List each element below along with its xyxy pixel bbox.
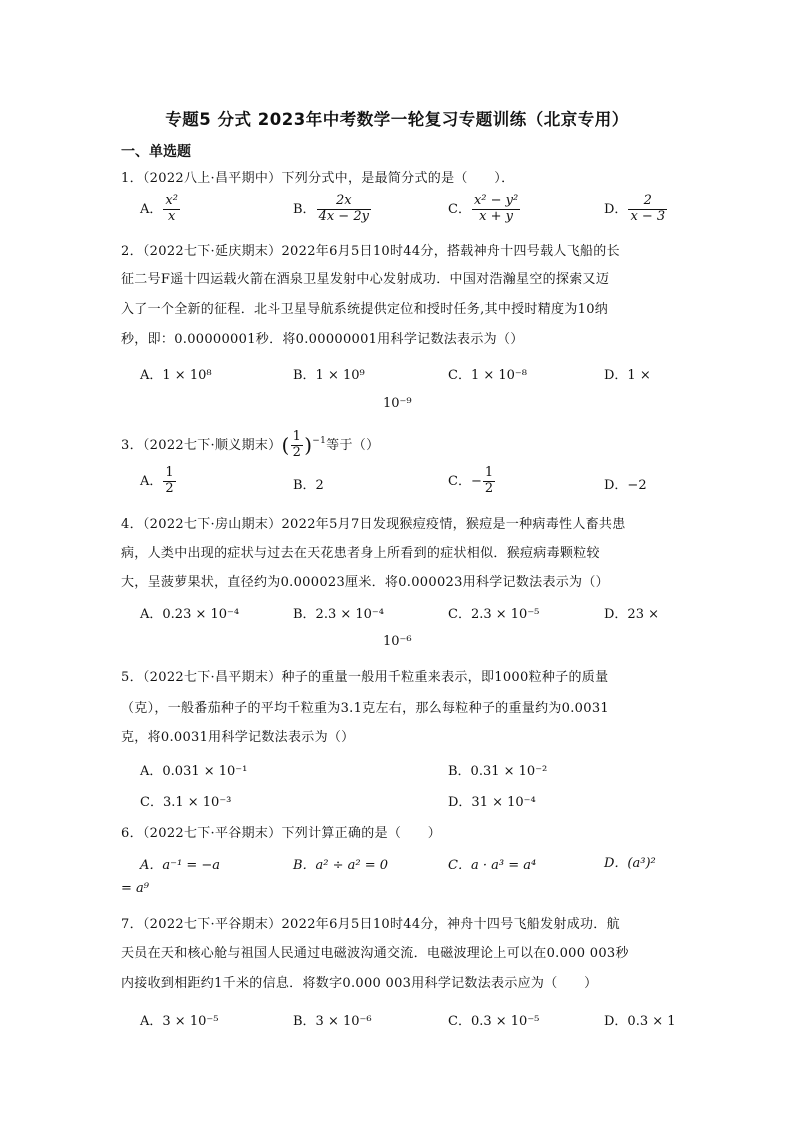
question-1-option-a: A． $\frac{\text{x²}}{x}$ — [140, 193, 178, 224]
question-7-option-b: B．3 × 10⁻⁶ — [293, 1014, 372, 1029]
question-3-option-b: B．2 — [293, 478, 324, 493]
question-2-option-b: B．1 × 10⁹ — [293, 368, 365, 383]
question-7-line-3: 内接收到相距约1千米的信息．将数字0.000 003用科学记数法表示应为（ ） — [121, 976, 598, 991]
question-7-option-a: A．3 × 10⁻⁵ — [140, 1014, 219, 1029]
question-6-stem: 6．（2022七下·平谷期末）下列计算正确的是（ ） — [121, 826, 442, 841]
question-2-line-1: 2．（2022七下·延庆期末）2022年6月5日10时44分，搭载神舟十四号载人飞船的长 — [121, 244, 620, 259]
question-7-line-2: 天员在天和核心舱与祖国人民通过电磁波沟通交流．电磁波理论上可以在0.000 003秒 — [121, 946, 629, 961]
question-3-option-a: A． $\frac{1}{2}$ — [140, 465, 174, 496]
question-5-line-3: 克，将0.0031用科学记数法表示为（） — [121, 730, 355, 745]
question-4-option-b: B．2.3 × 10⁻⁴ — [293, 607, 385, 622]
page-title: 专题5 分式 2023年中考数学一轮复习专题训练（北京专用） — [165, 110, 629, 129]
question-4-line-1: 4．（2022七下·房山期末）2022年5月7日发现猴痘疫情，猴痘是一种病毒性人畜共患 — [121, 517, 626, 532]
question-1-option-c: C． $\frac{\text{x² − y²}}{x + y}$ — [448, 193, 519, 224]
question-1-stem: 1．（2022八上·昌平期中）下列分式中，是最简分式的是（ ）． — [121, 171, 515, 186]
question-2-line-4: 秒，即：0.00000001秒．将0.00000001用科学记数法表示为（） — [121, 332, 524, 347]
question-4-option-c: C．2.3 × 10⁻⁵ — [448, 607, 540, 622]
question-2-line-2: 征二号F遥十四运载火箭在酒泉卫星发射中心发射成功．中国对浩瀚星空的探索又迈 — [121, 272, 610, 287]
question-2-option-d: D．1 × — [604, 368, 651, 383]
question-5-option-a: A．0.031 × 10⁻¹ — [140, 764, 248, 779]
question-4-line-3: 大，呈菠萝果状，直径约为0.000023厘米．将0.000023用科学记数法表示为（） — [121, 575, 609, 590]
question-2-line-3: 入了一个全新的征程．北斗卫星导航系统提供定位和授时任务,其中授时精度为10纳 — [121, 302, 609, 317]
question-1-option-d: D． $\frac{2}{x - 3}$ — [604, 193, 666, 224]
question-6-option-a: A．a⁻¹ = −a — [140, 858, 221, 873]
question-2-option-d-continued: 10⁻⁹ — [383, 396, 412, 411]
section-heading: 一、单选题 — [121, 144, 191, 160]
question-3-stem: 3．（2022七下·顺义期末）( $\frac{1}{2}$ )$^{-1}$等于（） — [121, 429, 380, 460]
question-4-option-d: D．23 × — [604, 607, 659, 622]
question-4-option-d-continued: 10⁻⁶ — [383, 634, 412, 649]
question-5-line-1: 5．（2022七下·昌平期末）种子的重量一般用千粒重来表示，即1000粒种子的质量 — [121, 670, 609, 685]
question-6-option-d: D．(a³)² — [604, 856, 656, 871]
question-6-option-d-continued: = a⁹ — [121, 881, 149, 896]
question-7-option-c: C．0.3 × 10⁻⁵ — [448, 1014, 540, 1029]
question-6-option-c: C．a · a³ = a⁴ — [448, 858, 537, 873]
question-1-option-b: B． $\frac{2x}{4x - 2y}$ — [293, 193, 369, 224]
question-5-option-c: C．3.1 × 10⁻³ — [140, 795, 232, 810]
question-2-option-c: C．1 × 10⁻⁸ — [448, 368, 527, 383]
question-5-line-2: （克），一般番茄种子的平均千粒重为3.1克左右，那么每粒种子的重量约为0.0031 — [121, 701, 609, 716]
question-5-option-b: B．0.31 × 10⁻² — [448, 764, 548, 779]
question-5-option-d: D．31 × 10⁻⁴ — [448, 795, 536, 810]
question-2-option-a: A．1 × 10⁸ — [140, 368, 212, 383]
question-7-line-1: 7．（2022七下·平谷期末）2022年6月5日10时44分，神舟十四号飞船发射成功．航 — [121, 917, 620, 932]
question-4-line-2: 病，人类中出现的症状与过去在天花患者身上所看到的症状相似．猴痘病毒颗粒较 — [121, 546, 600, 561]
question-6-option-b: B．a² ÷ a² = 0 — [293, 858, 389, 873]
question-4-option-a: A．0.23 × 10⁻⁴ — [140, 607, 240, 622]
question-7-option-d: D．0.3 × 1 — [604, 1014, 676, 1029]
question-3-option-c: C．− $\frac{1}{2}$ — [448, 465, 494, 496]
question-3-option-d: D．−2 — [604, 478, 647, 493]
